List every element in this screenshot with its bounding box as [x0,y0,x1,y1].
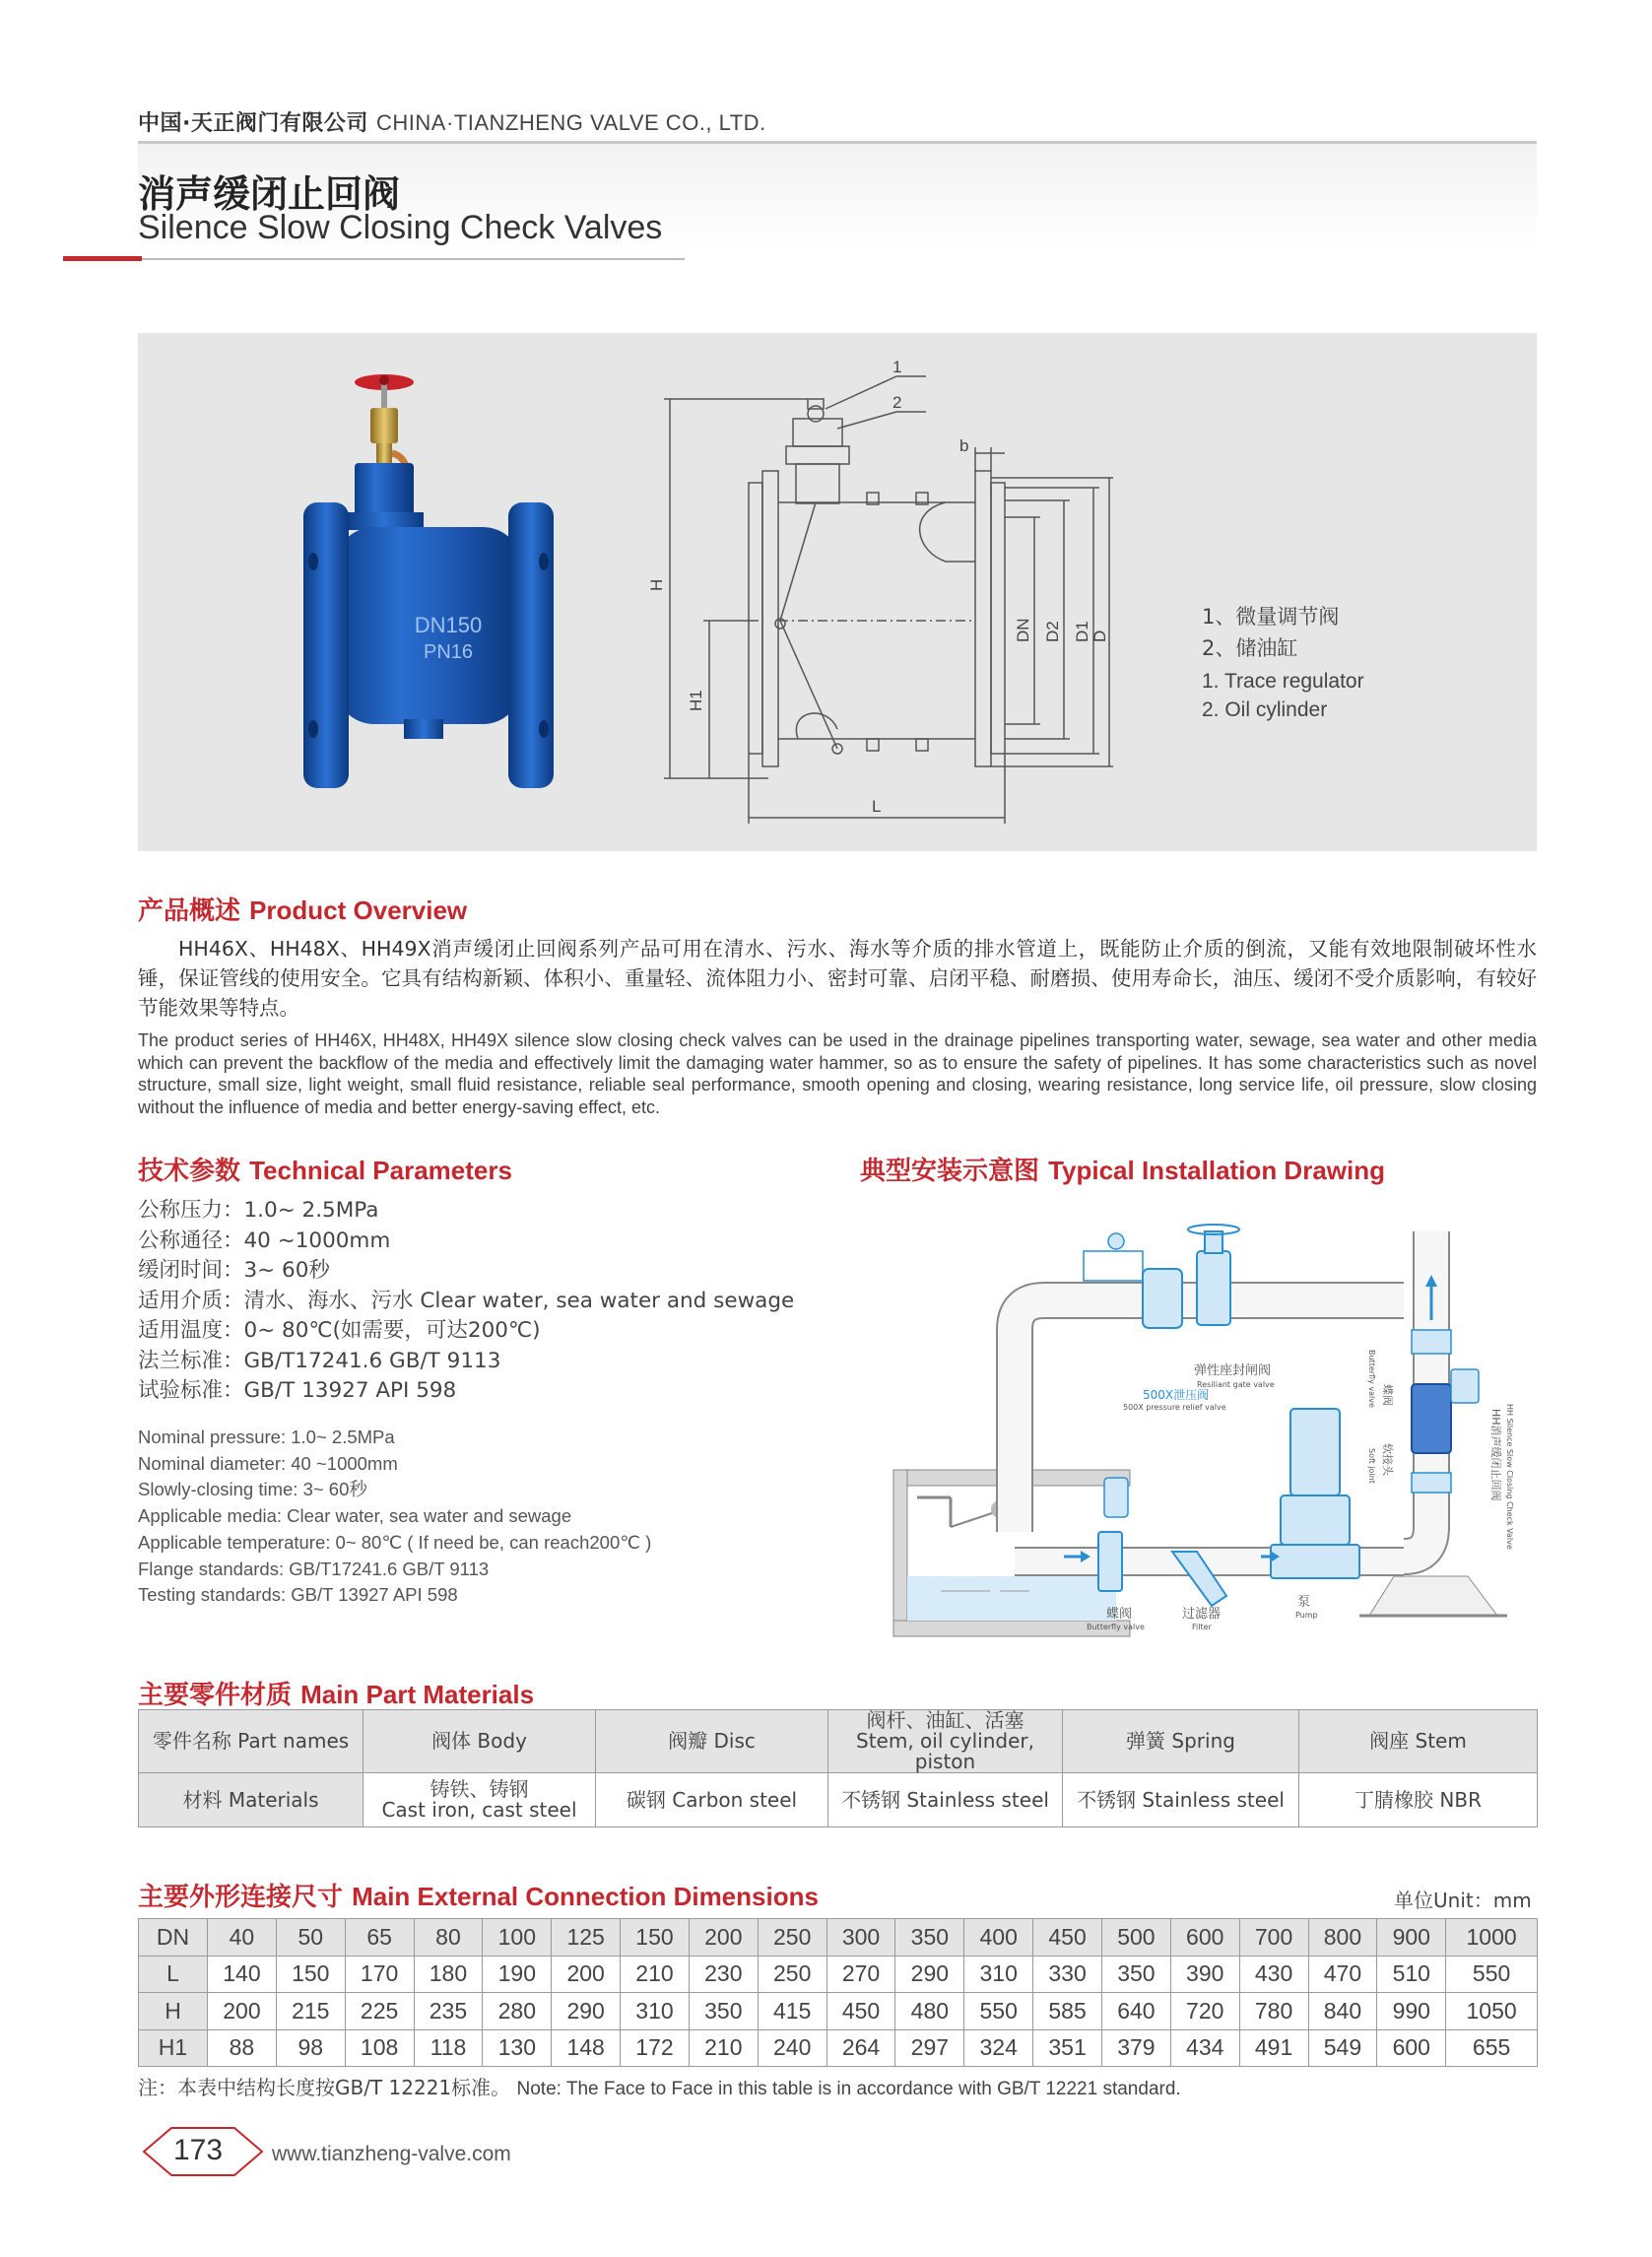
dimensions-row-label: H [139,1993,208,2030]
dimensions-row-h [139,1993,1538,2030]
dimensions-cell: 65 [345,1919,414,1957]
label-butterfly-top-cn: 蝶阀 [1381,1384,1394,1406]
tech-param-cn-closing-time: 缓闭时间：3~ 60秒 [138,1258,330,1283]
drawing-label-DN: DN [1014,618,1032,642]
company-name-en: CHINA·TIANZHENG VALVE CO., LTD. [376,110,766,135]
drawing-label-H: H [647,578,666,591]
dimensions-unit: 单位Unit：mm [1394,1889,1532,1912]
materials-header-row [139,1710,1538,1773]
legend-en-2: 2. Oil cylinder [1202,698,1328,721]
dimensions-cell: 150 [276,1956,345,1993]
dimensions-cell: 510 [1377,1956,1446,1993]
dimensions-cell: 88 [208,2029,277,2067]
tech-param-cn-media: 适用介质：清水、海水、污水 Clear water, sea water and sewage [138,1288,795,1313]
dimensions-cell: 98 [276,2029,345,2067]
dimensions-cell: 310 [964,1956,1033,1993]
label-gate-valve-cn: 弹性座封闸阀 [1194,1363,1272,1378]
label-soft-joint-cn: 软接头 [1381,1443,1394,1476]
dimensions-cell: 280 [483,1993,552,2030]
dimensions-row-label: DN [139,1919,208,1957]
dimensions-cell: 150 [621,1919,690,1957]
dimensions-cell: 290 [895,1956,964,1993]
dimensions-cell: 170 [345,1956,414,1993]
tech-params-en [138,1425,651,1609]
legend-cn-1: 1、微量调节阀 [1202,605,1340,629]
dimensions-cell: 210 [621,1956,690,1993]
dimensions-row-label: L [139,1956,208,1993]
dimensions-row-h1 [139,2029,1538,2067]
dimensions-cell: 40 [208,1919,277,1957]
install-heading [860,1151,1385,1187]
materials-header-stem-cylinder-en: Stem, oil cylinder, piston [856,1729,1034,1773]
materials-heading-en: Main Part Materials [300,1680,535,1709]
materials-row-label: 材料 Materials [139,1773,363,1827]
title-underline [138,258,685,260]
dimensions-cell: 350 [1101,1956,1170,1993]
dimensions-cell: 210 [689,2029,758,2067]
materials-header-stem-cylinder [828,1710,1063,1773]
dimensions-cell: 434 [1170,2029,1239,2067]
tech-heading-cn: 技术参数 [138,1157,241,1186]
materials-table [138,1709,1538,1827]
materials-stem-material: 不锈钢 Stainless steel [828,1773,1063,1827]
label-filter-cn: 过滤器 [1182,1607,1222,1622]
tech-heading-en: Technical Parameters [249,1156,512,1185]
dimensions-cell: 200 [689,1919,758,1957]
dimensions-cell: 585 [1033,1993,1102,2030]
installation-drawing [872,1212,1542,1645]
materials-body-material [363,1773,596,1827]
materials-seat-material: 丁腈橡胶 NBR [1299,1773,1538,1827]
dimensions-cell: 600 [1170,1919,1239,1957]
page-number: 173 [173,2134,224,2166]
dimensions-cell: 118 [414,2029,483,2067]
title-accent-bar [63,256,142,261]
dimensions-cell: 491 [1239,2029,1308,2067]
company-name-cn: 中国·天正阀门有限公司 [138,111,368,136]
dimensions-cell: 550 [1446,1956,1538,1993]
label-relief-valve-cn: 500X泄压阀 [1143,1388,1210,1402]
overview-heading [138,891,467,927]
label-check-valve-cn: HH消声缓闭止回阀 [1489,1409,1502,1501]
page-title-en: Silence Slow Closing Check Valves [138,209,663,246]
tech-param-cn-diameter: 公称通径：40 ~1000mm [138,1228,391,1253]
tech-param-cn-testing: 试验标准：GB/T 13927 API 598 [138,1378,457,1403]
dimensions-cell: 130 [483,2029,552,2067]
dimensions-cell: 310 [621,1993,690,2030]
dimensions-cell: 470 [1308,1956,1377,1993]
drawing-label-b: b [959,436,969,455]
drawing-label-2: 2 [892,393,902,412]
materials-spring-material: 不锈钢 Stainless steel [1063,1773,1299,1827]
materials-row [139,1773,1538,1827]
tech-param-cn-pressure: 公称压力：1.0~ 2.5MPa [138,1198,379,1223]
legend-en-1: 1. Trace regulator [1202,670,1364,693]
dimensions-cell: 430 [1239,1956,1308,1993]
dimensions-cell: 500 [1101,1919,1170,1957]
tech-heading [138,1151,512,1187]
photo-mark-dn: DN150 [414,613,483,637]
overview-text-en: The product series of HH46X, HH48X, HH49X silence slow closing check valves can be used in the drainage pipelines transporting water, sewage, sea water and other media which can prevent the backflow of the media and effectively limit the damaging water hammer, so as to ensure the safety of pipelines. It has some characteristics such as novel structure, small size, light weight, small fluid resistance, reliable seal performance, smooth opening and closing, wearing resistance, long service life, oil pressure, slow closing without the influence of media and better energy-saving effect, etc. [138,1030,1537,1117]
label-butterfly-bottom-en: Butterfly valve [1087,1623,1145,1631]
label-pump-en: Pump [1295,1611,1318,1620]
materials-heading-cn: 主要零件材质 [138,1681,293,1710]
materials-header-seat: 阀座 Stem [1299,1710,1538,1773]
website-url: www.tianzheng-valve.com [272,2143,511,2165]
drawing-label-1: 1 [892,358,902,376]
dimensions-cell: 1000 [1446,1919,1538,1957]
dimensions-cell: 100 [483,1919,552,1957]
materials-header-spring: 弹簧 Spring [1063,1710,1299,1773]
dimensions-cell: 379 [1101,2029,1170,2067]
dimensions-cell: 330 [1033,1956,1102,1993]
materials-disc-material: 碳钢 Carbon steel [596,1773,828,1827]
dimensions-cell: 225 [345,1993,414,2030]
photo-mark-pn: PN16 [423,641,474,663]
dimensions-cell: 800 [1308,1919,1377,1957]
valve-photo [286,365,581,818]
dimensions-cell: 415 [758,1993,826,2030]
dimensions-cell: 350 [689,1993,758,2030]
dimensions-cell: 480 [895,1993,964,2030]
dimensions-row-label: H1 [139,2029,208,2067]
label-soft-joint-en: Soft joint [1367,1448,1376,1484]
company-name [138,106,766,137]
dimensions-note-en: Note: The Face to Face in this table is in accordance with GB/T 12221 standard. [516,2079,1181,2099]
dimensions-cell: 390 [1170,1956,1239,1993]
dimensions-cell: 200 [552,1956,621,1993]
label-butterfly-top-en: Butterfly valve [1367,1350,1376,1408]
tech-param-cn-flange: 法兰标准：GB/T17241.6 GB/T 9113 [138,1348,501,1373]
tech-param-en-flange: Flange standards: GB/T17241.6 GB/T 9113 [138,1558,490,1579]
dimensions-note-cn: 注：本表中结构长度按GB/T 12221标准。 [138,2076,511,2099]
dimensions-heading-cn: 主要外形连接尺寸 [138,1883,344,1912]
dimensions-cell: 80 [414,1919,483,1957]
dimensions-cell: 350 [895,1919,964,1957]
dimensions-cell: 351 [1033,2029,1102,2067]
dimensions-row-dn [139,1919,1538,1957]
dimensions-table [138,1918,1538,2067]
drawing-label-D2: D2 [1043,621,1062,642]
dimensions-cell: 324 [964,2029,1033,2067]
dimensions-cell: 1050 [1446,1993,1538,2030]
dimensions-cell: 125 [552,1919,621,1957]
dimensions-cell: 655 [1446,2029,1538,2067]
dimensions-cell: 640 [1101,1993,1170,2030]
materials-body-material-cn: 铸铁、铸钢 [430,1777,529,1801]
dimensions-cell: 215 [276,1993,345,2030]
dimensions-cell: 290 [552,1993,621,2030]
tech-param-en-closing-time: Slowly-closing time: 3~ 60秒 [138,1479,367,1500]
dimensions-cell: 240 [758,2029,826,2067]
overview-heading-cn: 产品概述 [138,896,241,926]
label-filter-en: Filter [1192,1623,1212,1631]
materials-header-body: 阀体 Body [363,1710,596,1773]
dimensions-cell: 700 [1239,1919,1308,1957]
dimensions-cell: 297 [895,2029,964,2067]
dimensions-cell: 250 [758,1919,826,1957]
dimensions-row-l [139,1956,1538,1993]
page-title-cn: 消声缓闭止回阀 [138,172,401,216]
dimensions-cell: 549 [1308,2029,1377,2067]
dimensions-cell: 300 [826,1919,895,1957]
dimensions-note [138,2072,1181,2100]
materials-heading [138,1675,534,1711]
tech-param-en-media: Applicable media: Clear water, sea water and sewage [138,1505,572,1527]
dimensions-cell: 270 [826,1956,895,1993]
dimensions-cell: 140 [208,1956,277,1993]
materials-header-stem-cylinder-cn: 阀杆、油缸、活塞 [866,1708,1024,1732]
dimensions-heading [138,1877,819,1913]
drawing-label-D: D [1090,630,1109,642]
dimensions-cell: 264 [826,2029,895,2067]
dimensions-cell: 780 [1239,1993,1308,2030]
dimensions-cell: 235 [414,1993,483,2030]
dimensions-cell: 148 [552,2029,621,2067]
dimensions-cell: 250 [758,1956,826,1993]
tech-param-cn-temperature: 适用温度：0~ 80℃(如需要，可达200℃) [138,1318,541,1343]
tech-param-en-diameter: Nominal diameter: 40 ~1000mm [138,1452,398,1474]
install-heading-cn: 典型安装示意图 [860,1157,1040,1186]
legend-cn-2: 2、储油缸 [1202,636,1298,660]
dimensions-cell: 550 [964,1993,1033,2030]
dimensions-cell: 900 [1377,1919,1446,1957]
materials-header-part-names: 零件名称 Part names [139,1710,363,1773]
materials-header-disc: 阀瓣 Disc [596,1710,828,1773]
valve-technical-drawing [647,355,1113,828]
dimensions-cell: 450 [826,1993,895,2030]
tech-param-en-pressure: Nominal pressure: 1.0~ 2.5MPa [138,1427,395,1447]
dimensions-cell: 108 [345,2029,414,2067]
materials-body-material-en: Cast iron, cast steel [381,1798,577,1822]
dimensions-cell: 172 [621,2029,690,2067]
dimensions-cell: 400 [964,1919,1033,1957]
dimensions-cell: 190 [483,1956,552,1993]
overview-text-cn: HH46X、HH48X、HH49X消声缓闭止回阀系列产品可用在清水、污水、海水等介质的排水管道上，既能防止介质的倒流，又能有效地限制破坏性水锤，保证管线的使用安全。它具有结构新颖、体积小、重量轻、流体阻力小、密封可靠、启闭平稳、耐磨损、使用寿命长，油压、缓闭不受介质影响，有较好节能效果等特点。 [138,937,1537,1020]
dimensions-cell: 50 [276,1919,345,1957]
overview-heading-en: Product Overview [249,896,468,925]
dimensions-cell: 990 [1377,1993,1446,2030]
label-gate-valve-en: Resiliant gate valve [1197,1380,1275,1389]
label-relief-valve-en: 500X pressure relief valve [1123,1403,1226,1412]
dimensions-cell: 600 [1377,2029,1446,2067]
label-check-valve-en: HH Silence Slow Closing Check Valve [1505,1404,1514,1550]
dimensions-cell: 450 [1033,1919,1102,1957]
dimensions-cell: 180 [414,1956,483,1993]
install-heading-en: Typical Installation Drawing [1048,1156,1385,1185]
dimensions-cell: 720 [1170,1993,1239,2030]
tech-params-cn [138,1196,794,1407]
drawing-label-L: L [872,797,882,816]
dimensions-cell: 200 [208,1993,277,2030]
tech-param-en-testing: Testing standards: GB/T 13927 API 598 [138,1584,458,1606]
tech-param-en-temperature: Applicable temperature: 0~ 80℃ ( If need be, can reach200℃ ) [138,1531,652,1553]
drawing-label-H1: H1 [687,690,705,711]
drawing-label-D1: D1 [1073,621,1091,642]
label-butterfly-bottom-cn: 蝶阀 [1106,1607,1133,1622]
dimensions-cell: 840 [1308,1993,1377,2030]
label-pump-cn: 泵 [1297,1595,1311,1610]
dimensions-cell: 230 [689,1956,758,1993]
dimensions-heading-en: Main External Connection Dimensions [352,1882,819,1911]
